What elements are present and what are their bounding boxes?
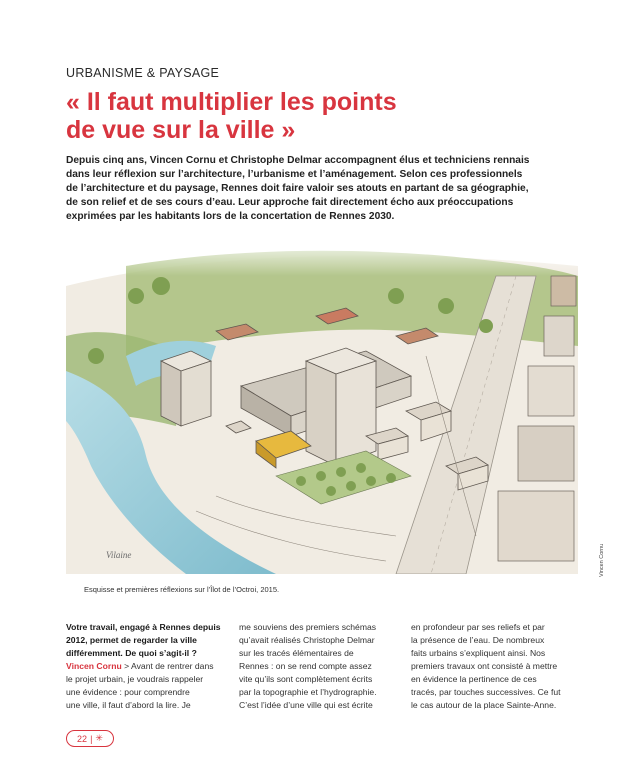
page-separator: | xyxy=(90,733,93,744)
answer-start: > Avant de rentrer dans xyxy=(121,661,214,671)
tower-facade xyxy=(161,361,181,426)
intro-line: dans leur réflexion sur l’architecture, l’urbanisme et l’aménagement. Selon ces professionnels xyxy=(66,169,523,180)
building xyxy=(498,491,574,561)
photo-credit-text: Vincen Cornu xyxy=(599,543,605,577)
answer-line: une évidence : pour comprendre xyxy=(66,687,190,697)
photo-credit xyxy=(594,520,604,580)
body-line: en évidence la pertinence de ces xyxy=(411,674,537,684)
body-line: la présence de l’eau. De nombreux xyxy=(411,635,545,645)
sketch-signature: Vilaine xyxy=(106,550,132,560)
body-line: premiers travaux ont consisté à mettre xyxy=(411,661,558,671)
sketch-illustration xyxy=(66,236,578,574)
article-intro xyxy=(66,154,530,224)
text-column-1 xyxy=(66,621,224,712)
body-line: faits urbains s’expliquent ainsi. Nos xyxy=(411,648,546,658)
tower-facade xyxy=(306,361,336,466)
body-line: en profondeur par ses reliefs et par xyxy=(411,622,545,632)
page-number: 22 xyxy=(77,733,88,744)
intro-line: exprimées par les habitants lors de la concertation de Rennes 2030. xyxy=(66,211,395,222)
asterisk-logo-icon: ✳ xyxy=(95,733,103,743)
answer-line: le projet urbain, je voudrais rappeler xyxy=(66,674,204,684)
building xyxy=(551,276,576,306)
section-rubric: URBANISME & PAYSAGE xyxy=(66,66,220,80)
aerial-sketch xyxy=(66,236,578,574)
title-line-2: de vue sur la ville » xyxy=(66,116,296,144)
body-line: C’est l’idée d’une ville qui est écrite xyxy=(239,700,373,710)
page-number-badge xyxy=(66,730,114,747)
text-column-3 xyxy=(411,621,569,712)
building xyxy=(518,426,574,481)
article-title xyxy=(66,88,566,144)
interview-question: différemment. De quoi s’agit-il ? xyxy=(66,648,197,658)
title-line-1: « Il faut multiplier les points xyxy=(66,88,397,116)
answer-line: une ville, il faut d’abord la lire. Je xyxy=(66,700,191,710)
text-column-2 xyxy=(239,621,397,712)
body-line: vite qu’ils sont complètement écrits xyxy=(239,674,373,684)
figure-caption: Esquisse et premières réflexions sur l’Îlot de l’Octroi, 2015. xyxy=(84,585,280,594)
answer-line xyxy=(66,660,224,673)
speaker-name: Vincen Cornu xyxy=(66,661,122,671)
building xyxy=(528,366,574,416)
body-line: qu’avait réalisés Christophe Delmar xyxy=(239,635,375,645)
body-line: tracés, par touches successives. Ce fut xyxy=(411,687,561,697)
building xyxy=(544,316,574,356)
interview-question: Votre travail, engagé à Rennes depuis xyxy=(66,622,221,632)
body-line: sur les tracés élémentaires de xyxy=(239,648,354,658)
body-line: par la topographie et l’hydrographie. xyxy=(239,687,377,697)
intro-line: de l’architecture et du paysage, Rennes doit faire valoir ses atouts en partant de sa géographie, xyxy=(66,183,529,194)
interview-question: 2012, permet de regarder la ville xyxy=(66,635,197,645)
intro-line: Depuis cinq ans, Vincen Cornu et Christophe Delmar accompagnent élus et techniciens rennais xyxy=(66,155,530,166)
body-line: Rennes : on se rend compte assez xyxy=(239,661,372,671)
body-line: me souviens des premiers schémas xyxy=(239,622,377,632)
body-line: le cas autour de la place Sainte-Anne. xyxy=(411,700,557,710)
intro-line: de son relief et de ses cours d’eau. Leur approche fait directement écho aux préoccupations xyxy=(66,197,514,208)
